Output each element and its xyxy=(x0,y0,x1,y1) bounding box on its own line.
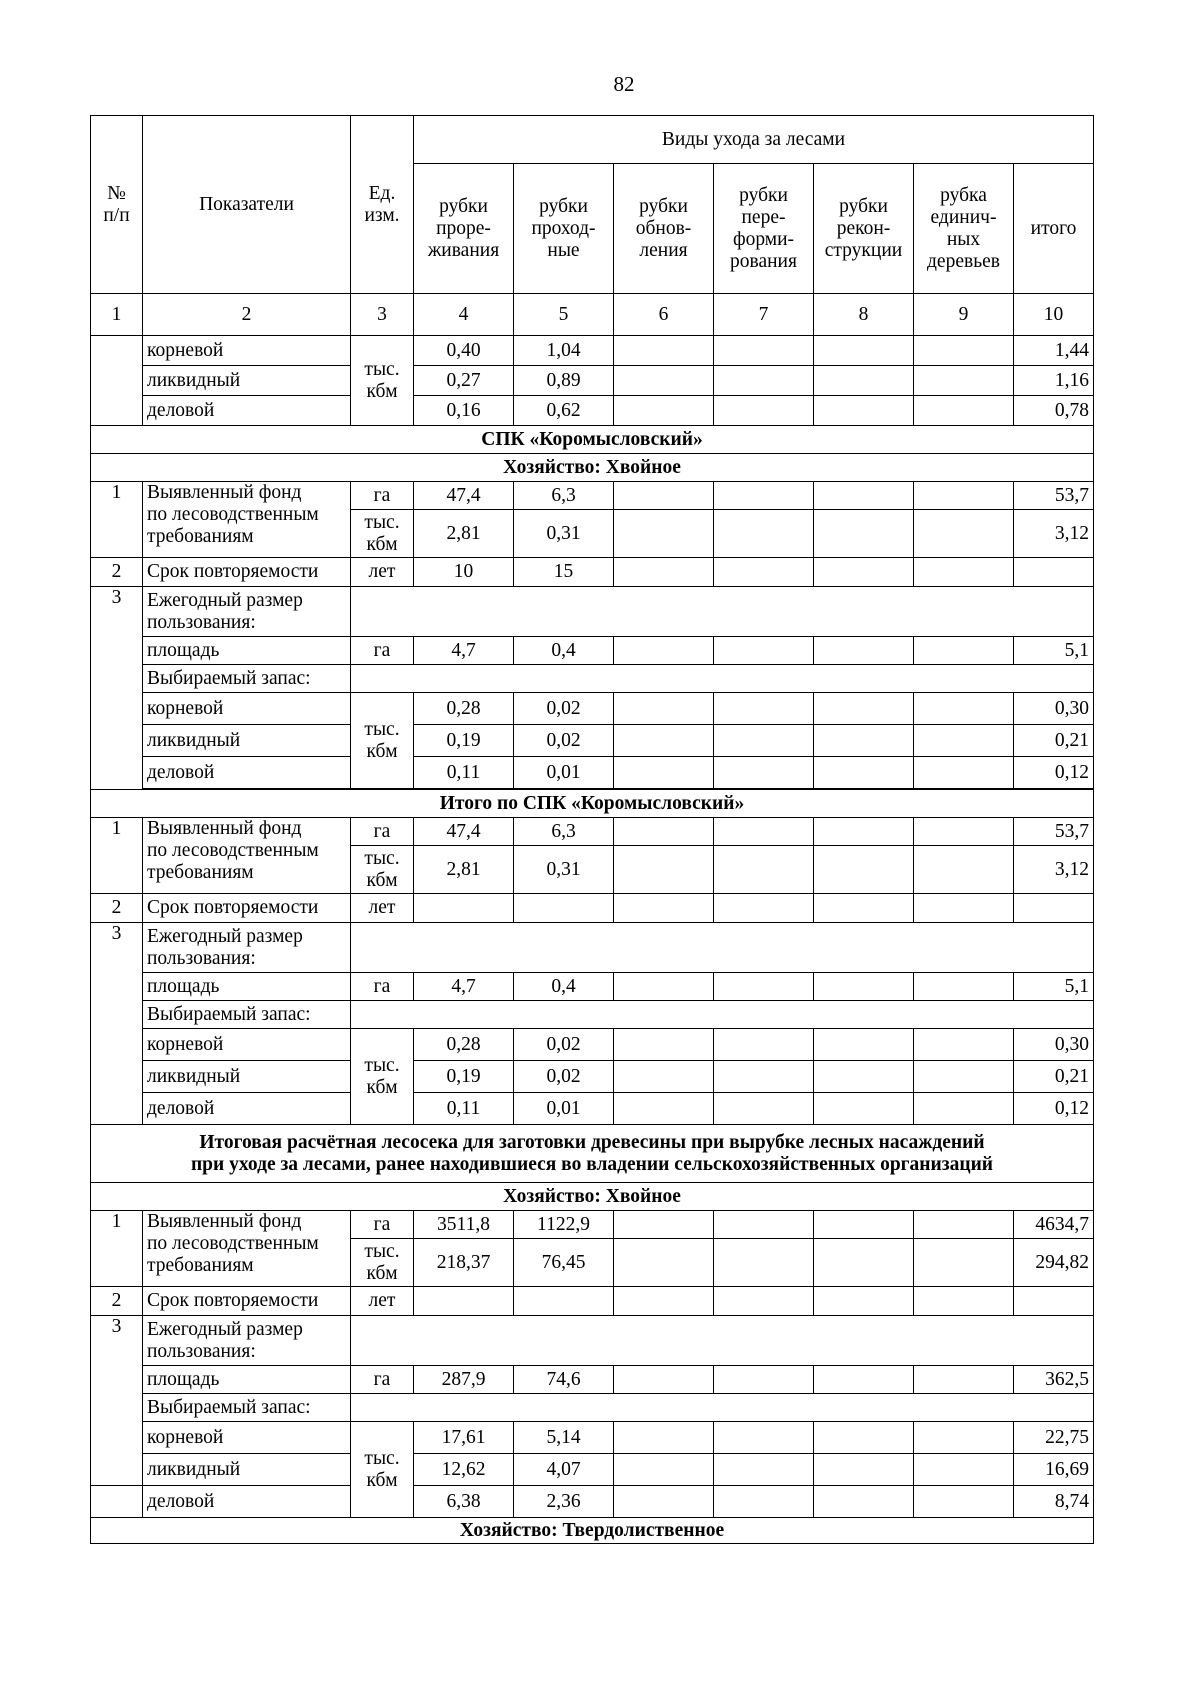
table-row xyxy=(91,637,1094,665)
row-number: 2 xyxy=(91,894,143,923)
empty-cell xyxy=(351,665,1094,693)
label-fund: Выявленный фонд по лесоводственным требованиям xyxy=(143,818,351,894)
farm-title: Хозяйство: Хвойное xyxy=(91,454,1094,482)
label-annual: Ежегодный размер пользования: xyxy=(143,1316,351,1366)
table-row xyxy=(91,1061,1094,1093)
empty-cell xyxy=(91,1486,143,1518)
row-number: 3 xyxy=(91,1316,143,1486)
table-row xyxy=(91,1486,1094,1518)
table-row xyxy=(91,396,1094,426)
table-row xyxy=(91,973,1094,1001)
header-indicator: Показатели xyxy=(143,116,351,294)
header-passage: рубки проход- ные xyxy=(514,164,614,294)
col-number: 3 xyxy=(351,294,414,336)
table-row xyxy=(91,1029,1094,1061)
label-area: площадь xyxy=(143,637,351,665)
value-cell: 0,40 xyxy=(414,336,514,366)
value-cell: 15 xyxy=(514,558,614,587)
value-cell: 0,28 xyxy=(414,1029,514,1061)
col-number: 5 xyxy=(514,294,614,336)
unit-cell: га xyxy=(351,482,414,510)
unit-cell: га xyxy=(351,1366,414,1394)
header-thinning: рубки проре- живания xyxy=(414,164,514,294)
value-cell: 2,81 xyxy=(414,846,514,894)
empty-cell xyxy=(351,1394,1094,1422)
value-cell: 3511,8 xyxy=(414,1211,514,1239)
total-cell: 3,12 xyxy=(1014,510,1094,558)
total-cell: 1,44 xyxy=(1014,336,1094,366)
row-number: 3 xyxy=(91,587,143,790)
label-root: корневой xyxy=(143,336,351,366)
section-title: СПК «Коромысловский» xyxy=(91,426,1094,454)
forest-care-table-sheet xyxy=(90,115,1094,1544)
table-row xyxy=(91,336,1094,366)
unit-cell: лет xyxy=(351,894,414,923)
header-care-types: Виды ухода за лесами xyxy=(414,116,1094,164)
value-cell: 0,27 xyxy=(414,366,514,396)
value-cell: 0,02 xyxy=(514,1061,614,1093)
total-cell: 0,30 xyxy=(1014,1029,1094,1061)
value-cell: 47,4 xyxy=(414,482,514,510)
unit-cell: тыс. кбм xyxy=(351,1422,414,1518)
label-business: деловой xyxy=(143,757,351,789)
label-root: корневой xyxy=(143,1422,351,1454)
col-number: 9 xyxy=(914,294,1014,336)
total-cell: 16,69 xyxy=(1014,1454,1094,1486)
value-cell: 0,01 xyxy=(514,757,614,789)
unit-cell: га xyxy=(351,1211,414,1239)
farm-title: Хозяйство: Хвойное xyxy=(91,1183,1094,1211)
row-number: 1 xyxy=(91,818,143,894)
value-cell: 287,9 xyxy=(414,1366,514,1394)
col-number: 6 xyxy=(614,294,714,336)
total-cell: 0,21 xyxy=(1014,1061,1094,1093)
empty-cell xyxy=(91,336,143,426)
table-row xyxy=(91,1394,1094,1422)
unit-cell: тыс. кбм xyxy=(351,693,414,789)
col-number: 4 xyxy=(414,294,514,336)
value-cell: 0,11 xyxy=(414,1093,514,1125)
unit-cell: лет xyxy=(351,558,414,587)
table-row xyxy=(91,693,1094,725)
table-row xyxy=(91,818,1094,846)
table-row xyxy=(91,1001,1094,1029)
col-number: 8 xyxy=(814,294,914,336)
value-cell: 2,36 xyxy=(514,1486,614,1518)
value-cell: 10 xyxy=(414,558,514,587)
total-cell: 0,21 xyxy=(1014,725,1094,757)
unit-cell: га xyxy=(351,818,414,846)
total-cell: 362,5 xyxy=(1014,1366,1094,1394)
label-stock: Выбираемый запас: xyxy=(143,1394,351,1422)
table-row xyxy=(91,894,1094,923)
label-business: деловой xyxy=(143,396,351,426)
total-cell: 0,78 xyxy=(1014,396,1094,426)
value-cell: 47,4 xyxy=(414,818,514,846)
table-row xyxy=(91,1093,1094,1125)
label-root: корневой xyxy=(143,1029,351,1061)
col-number: 1 xyxy=(91,294,143,336)
total-cell: 4634,7 xyxy=(1014,1211,1094,1239)
label-fund: Выявленный фонд по лесоводственным требованиям xyxy=(143,1211,351,1287)
value-cell: 74,6 xyxy=(514,1366,614,1394)
value-cell: 4,7 xyxy=(414,973,514,1001)
empty-cell xyxy=(351,923,1094,973)
total-cell: 0,30 xyxy=(1014,693,1094,725)
value-cell: 6,3 xyxy=(514,818,614,846)
table-row xyxy=(91,1287,1094,1316)
value-cell: 1122,9 xyxy=(514,1211,614,1239)
value-cell: 0,02 xyxy=(514,1029,614,1061)
header-reformation: рубки пере- форми- рования xyxy=(714,164,814,294)
row-number: 2 xyxy=(91,558,143,587)
value-cell: 0,62 xyxy=(514,396,614,426)
col-number: 2 xyxy=(143,294,351,336)
value-cell: 0,01 xyxy=(514,1093,614,1125)
label-period: Срок повторяемости xyxy=(143,1287,351,1316)
unit-cell: тыс. кбм xyxy=(351,1239,414,1287)
label-fund: Выявленный фонд по лесоводственным требованиям xyxy=(143,482,351,558)
empty-cell xyxy=(351,1001,1094,1029)
value-cell: 218,37 xyxy=(414,1239,514,1287)
unit-cell: тыс. кбм xyxy=(351,336,414,426)
unit-cell: тыс. кбм xyxy=(351,510,414,558)
total-cell: 0,12 xyxy=(1014,757,1094,789)
value-cell: 6,3 xyxy=(514,482,614,510)
value-cell: 4,07 xyxy=(514,1454,614,1486)
table-row xyxy=(91,1454,1094,1486)
table-row xyxy=(91,482,1094,510)
label-annual: Ежегодный размер пользования: xyxy=(143,923,351,973)
unit-cell: тыс. кбм xyxy=(351,846,414,894)
label-root: корневой xyxy=(143,693,351,725)
total-cell: 3,12 xyxy=(1014,846,1094,894)
table-row xyxy=(91,665,1094,693)
value-cell: 0,28 xyxy=(414,693,514,725)
label-liquid: ликвидный xyxy=(143,1061,351,1093)
total-cell: 53,7 xyxy=(1014,818,1094,846)
column-numbers-row xyxy=(91,294,1094,336)
value-cell: 0,31 xyxy=(514,510,614,558)
table-row xyxy=(91,1366,1094,1394)
table-row xyxy=(91,923,1094,973)
unit-cell: га xyxy=(351,973,414,1001)
header-total: итого xyxy=(1014,164,1094,294)
row-number: 1 xyxy=(91,1211,143,1287)
label-liquid: ликвидный xyxy=(143,366,351,396)
value-cell: 0,02 xyxy=(514,693,614,725)
total-cell: 1,16 xyxy=(1014,366,1094,396)
total-cell: 294,82 xyxy=(1014,1239,1094,1287)
total-cell: 5,1 xyxy=(1014,973,1094,1001)
section-title: Итого по СПК «Коромысловский» xyxy=(91,790,1094,818)
header-no: № п/п xyxy=(91,116,143,294)
table-row xyxy=(91,366,1094,396)
label-stock: Выбираемый запас: xyxy=(143,1001,351,1029)
label-period: Срок повторяемости xyxy=(143,894,351,923)
empty-cell xyxy=(351,1316,1094,1366)
total-cell: 0,12 xyxy=(1014,1093,1094,1125)
total-cell: 8,74 xyxy=(1014,1486,1094,1518)
value-cell: 0,19 xyxy=(414,1061,514,1093)
value-cell: 0,02 xyxy=(514,725,614,757)
table-row xyxy=(91,1211,1094,1239)
table-row xyxy=(91,558,1094,587)
value-cell: 0,11 xyxy=(414,757,514,789)
value-cell: 0,4 xyxy=(514,637,614,665)
forest-care-table xyxy=(90,115,1094,1544)
row-number: 3 xyxy=(91,923,143,1125)
header-unit: Ед. изм. xyxy=(351,116,414,294)
header-reconstruction: рубки рекон- струкции xyxy=(814,164,914,294)
table-row xyxy=(91,1422,1094,1454)
label-stock: Выбираемый запас: xyxy=(143,665,351,693)
value-cell: 4,7 xyxy=(414,637,514,665)
value-cell: 2,81 xyxy=(414,510,514,558)
table-row xyxy=(91,587,1094,637)
value-cell: 0,4 xyxy=(514,973,614,1001)
value-cell: 1,04 xyxy=(514,336,614,366)
header-renewal: рубки обнов- ления xyxy=(614,164,714,294)
table-row xyxy=(91,757,1094,789)
table-row xyxy=(91,1316,1094,1366)
header-single-trees: рубка единич- ных деревьев xyxy=(914,164,1014,294)
value-cell: 0,19 xyxy=(414,725,514,757)
value-cell: 6,38 xyxy=(414,1486,514,1518)
col-number: 10 xyxy=(1014,294,1094,336)
table-row xyxy=(91,725,1094,757)
row-number: 2 xyxy=(91,1287,143,1316)
value-cell: 0,89 xyxy=(514,366,614,396)
unit-cell: тыс. кбм xyxy=(351,1029,414,1125)
label-business: деловой xyxy=(143,1093,351,1125)
value-cell: 0,16 xyxy=(414,396,514,426)
empty-cell xyxy=(351,587,1094,637)
label-liquid: ликвидный xyxy=(143,1454,351,1486)
label-period: Срок повторяемости xyxy=(143,558,351,587)
label-liquid: ликвидный xyxy=(143,725,351,757)
label-area: площадь xyxy=(143,973,351,1001)
value-cell: 0,31 xyxy=(514,846,614,894)
value-cell: 76,45 xyxy=(514,1239,614,1287)
row-number: 1 xyxy=(91,482,143,558)
value-cell: 12,62 xyxy=(414,1454,514,1486)
label-annual: Ежегодный размер пользования: xyxy=(143,587,351,637)
section-title: Итоговая расчётная лесосека для заготовки древесины при вырубке лесных насаждений при уходе за лесами, ранее находившиеся во владении сельскохозяйственных организаций xyxy=(91,1125,1094,1183)
total-cell: 22,75 xyxy=(1014,1422,1094,1454)
unit-cell: га xyxy=(351,637,414,665)
total-cell: 5,1 xyxy=(1014,637,1094,665)
col-number: 7 xyxy=(714,294,814,336)
value-cell: 17,61 xyxy=(414,1422,514,1454)
farm-title: Хозяйство: Твердолиственное xyxy=(91,1518,1094,1544)
page-number: 82 xyxy=(613,72,635,96)
total-cell: 53,7 xyxy=(1014,482,1094,510)
label-business: деловой xyxy=(143,1486,351,1518)
label-area: площадь xyxy=(143,1366,351,1394)
unit-cell: лет xyxy=(351,1287,414,1316)
value-cell: 5,14 xyxy=(514,1422,614,1454)
